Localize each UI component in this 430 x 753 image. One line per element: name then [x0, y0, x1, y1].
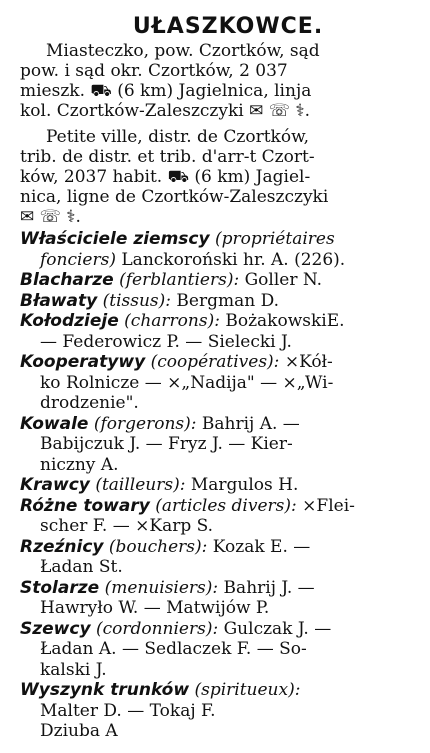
intro-fr-line: ✉ ☏ ⚕.: [20, 207, 81, 227]
entry-line: [20, 291, 416, 312]
entry-continuation: [20, 434, 416, 455]
entry-names: Ładan A. — Sedlaczek F. — So-: [40, 639, 307, 659]
entry-names: ×Flei-: [296, 495, 355, 516]
entry-names: Babijczuk J. — Fryz J. — Kier-: [40, 434, 293, 454]
entry-line: [20, 414, 416, 435]
trade-entry: [20, 537, 416, 578]
entry-line: [20, 352, 416, 373]
trade-entry: [20, 496, 416, 537]
entry-names: Gulczak J. —: [218, 618, 332, 639]
trade-entry: [20, 414, 416, 476]
entry-continuation: [20, 598, 416, 619]
entry-continuation: [20, 721, 416, 742]
intro-pl-line: Miasteczko, pow. Czortków, sąd: [46, 41, 320, 61]
category-french: fonciers): [40, 249, 116, 270]
category-french: (propriétaires: [214, 229, 335, 249]
entry-names: Dziuba A: [40, 721, 118, 741]
intro-french: [20, 127, 416, 227]
entry-continuation: [20, 332, 416, 353]
entry-names: ×Kół-: [279, 352, 333, 372]
entry-line: [20, 537, 416, 558]
entry-continuation: [20, 557, 416, 578]
entry-names: Ładan St.: [40, 557, 123, 577]
entry-continuation: [20, 516, 416, 537]
category-french: (bouchers):: [108, 536, 208, 557]
intro-fr-line: Petite ville, distr. de Czortków,: [46, 127, 310, 147]
entry-continuation: [20, 701, 416, 722]
entry-names: kalski J.: [40, 659, 107, 680]
entry-continuation: [20, 393, 416, 414]
entry-continuation: [20, 660, 416, 681]
intro-fr-line: ków, 2037 habit. ⛟ (6 km) Jagiel-: [20, 167, 311, 187]
category-name: Wyszynk trunków: [20, 680, 190, 700]
entry-names: Goller N.: [239, 270, 323, 290]
category-name: Bławaty: [20, 290, 98, 311]
entry-names: Kozak E. —: [207, 536, 311, 557]
entry-line: [20, 619, 416, 640]
category-name: Kooperatywy: [20, 352, 146, 372]
entry-names: BożakowskiE.: [219, 311, 345, 331]
entry-line: [20, 270, 416, 291]
category-name: Blacharze: [20, 270, 114, 290]
category-french: (tailleurs):: [95, 475, 186, 495]
entry-names: Bergman D.: [171, 290, 280, 311]
intro-polish: [20, 41, 416, 121]
category-french: (menuisiers):: [104, 577, 219, 598]
entry-names: Bahrij A. —: [196, 413, 300, 434]
entry-line: [20, 496, 416, 517]
page-title: UŁASZKOWCE.: [132, 14, 324, 39]
category-name: Krawcy: [20, 475, 90, 495]
category-name: Stolarze: [20, 577, 100, 598]
category-french: (coopératives):: [150, 352, 280, 372]
category-name: Szewcy: [20, 618, 91, 639]
entry-names: Margulos H.: [185, 475, 299, 495]
intro-pl-line: pow. i sąd okr. Czortków, 2 037: [20, 61, 288, 81]
entry-line: [20, 229, 416, 250]
category-french: (charrons):: [124, 311, 220, 331]
category-name: Właściciele ziemscy: [20, 229, 210, 249]
trade-entry: [20, 311, 416, 352]
category-french: (cordonniers):: [95, 618, 219, 639]
intro-pl-line: kol. Czortków-Zaleszczyki ✉ ☏ ⚕.: [20, 101, 311, 121]
intro-fr-line: trib. de distr. et trib. d'arr-t Czort-: [20, 147, 315, 167]
trade-entry: [20, 352, 416, 414]
entry-names: Malter D. — Tokaj F.: [40, 700, 216, 721]
entry-line: [20, 680, 416, 701]
entry-continuation: [20, 373, 416, 394]
entry-names: Bahrij J. —: [218, 577, 315, 598]
category-name: Różne towary: [20, 495, 150, 516]
intro-pl-line: mieszk. ⛟ (6 km) Jagielnica, linja: [20, 81, 312, 101]
intro-fr-line: nica, ligne de Czortków-Zaleszczyki: [20, 187, 329, 207]
entry-names: ko Rolnicze — ×„Nadija" — ×„Wi-: [40, 372, 334, 393]
category-french: (forgerons):: [93, 413, 197, 434]
category-name: Kowale: [20, 413, 89, 434]
entry-names: scher F. — ×Karp S.: [40, 516, 214, 536]
entry-continuation: [20, 250, 416, 271]
trade-entry: [20, 291, 416, 312]
entry-names: — Federowicz P. — Sielecki J.: [40, 331, 292, 352]
category-name: Kołodzieje: [20, 311, 119, 331]
entry-line: [20, 475, 416, 496]
category-french: (ferblantiers):: [119, 270, 240, 290]
trade-entries: [20, 229, 416, 742]
category-french: (spiritueux):: [194, 680, 301, 700]
trade-entry: [20, 680, 416, 742]
trade-entry: [20, 578, 416, 619]
entry-names: Lanckoroński hr. A. (226).: [115, 249, 346, 270]
entry-continuation: [20, 639, 416, 660]
entry-names: Hawryło W. — Matwijów P.: [40, 598, 270, 618]
entry-continuation: [20, 455, 416, 476]
trade-entry: [20, 229, 416, 270]
entry-line: [20, 578, 416, 599]
entry-names: niczny A.: [40, 454, 119, 475]
entry-names: drodzenie".: [40, 393, 139, 413]
category-french: (articles divers):: [155, 495, 297, 516]
category-french: (tissus):: [102, 290, 171, 311]
entry-line: [20, 311, 416, 332]
trade-entry: [20, 475, 416, 496]
trade-entry: [20, 270, 416, 291]
trade-entry: [20, 619, 416, 681]
category-name: Rzeźnicy: [20, 536, 104, 557]
